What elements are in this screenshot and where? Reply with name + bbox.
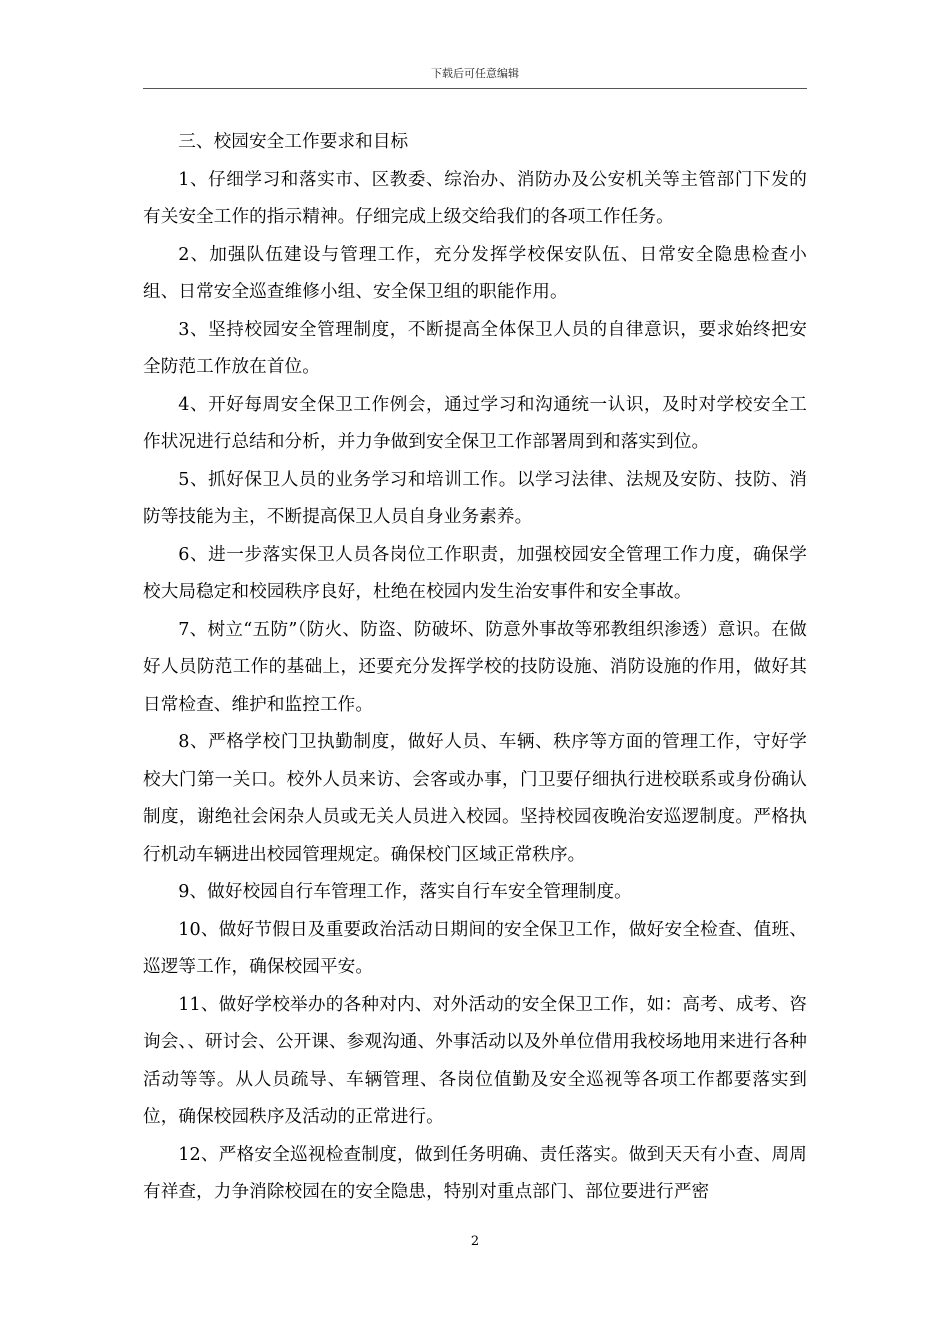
page-number: 2: [470, 1234, 480, 1249]
paragraph-item-11: 11、做好学校举办的各种对内、对外活动的安全保卫工作，如：高考、成考、咨询会、、研讨会、公开课、参观沟通、外事活动以及外单位借用我校场地用来进行各种活动等等。从人员疏导、车辆管理、各岗位值勤及安全巡视等各项工作都要落实到位，确保校园秩序及活动的正常进行。: [143, 994, 807, 1127]
header-divider: [143, 88, 807, 89]
document-body: [143, 124, 807, 1212]
paragraph-item-8: 8、严格学校门卫执勤制度，做好人员、车辆、秩序等方面的管理工作，守好学校大门第一关口。校外人员来访、会客或办事，门卫要仔细执行进校联系或身份确认制度，谢绝社会闲杂人员或无关人员进入校园。坚持校园夜晚治安巡逻制度。严格执行机动车辆进出校园管理规定。确保校门区域正常秩序。: [143, 732, 807, 865]
paragraph-item-12: 12、严格安全巡视检查制度，做到任务明确、责任落实。做到天天有小查、周周有祥查，力争消除校园在的安全隐患，特别对重点部门、部位要进行严密: [143, 1144, 807, 1202]
paragraph-item-2: 2、加强队伍建设与管理工作，充分发挥学校保安队伍、日常安全隐患检查小组、日常安全巡查维修小组、安全保卫组的职能作用。: [143, 244, 807, 302]
page-header: 下载后可任意编辑: [431, 67, 519, 80]
paragraph-item-5: 5、抓好保卫人员的业务学习和培训工作。以学习法律、法规及安防、技防、消防等技能为主，不断提高保卫人员自身业务素养。: [143, 469, 807, 527]
section-heading: 三、校园安全工作要求和目标: [178, 132, 409, 152]
paragraph-item-9: 9、做好校园自行车管理工作，落实自行车安全管理制度。: [178, 882, 632, 902]
paragraph-item-10: 10、做好节假日及重要政治活动日期间的安全保卫工作，做好安全检查、值班、巡逻等工作，确保校园平安。: [143, 919, 807, 977]
paragraph-item-3: 3、坚持校园安全管理制度，不断提高全体保卫人员的自律意识，要求始终把安全防范工作放在首位。: [143, 319, 807, 377]
paragraph-item-7: 7、树立“五防”（防火、防盗、防破坏、防意外事故等邪教组织渗透）意识。在做好人员防范工作的基础上，还要充分发挥学校的技防设施、消防设施的作用，做好其日常检查、维护和监控工作。: [143, 619, 807, 715]
paragraph-item-6: 6、进一步落实保卫人员各岗位工作职责，加强校园安全管理工作力度，确保学校大局稳定和校园秩序良好，杜绝在校园内发生治安事件和安全事故。: [143, 544, 807, 602]
paragraph-item-4: 4、开好每周安全保卫工作例会，通过学习和沟通统一认识，及时对学校安全工作状况进行总结和分析，并力争做到安全保卫工作部署周到和落实到位。: [143, 394, 807, 452]
paragraph-item-1: 1、仔细学习和落实市、区教委、综治办、消防办及公安机关等主管部门下发的有关安全工作的指示精神。仔细完成上级交给我们的各项工作任务。: [143, 169, 807, 227]
